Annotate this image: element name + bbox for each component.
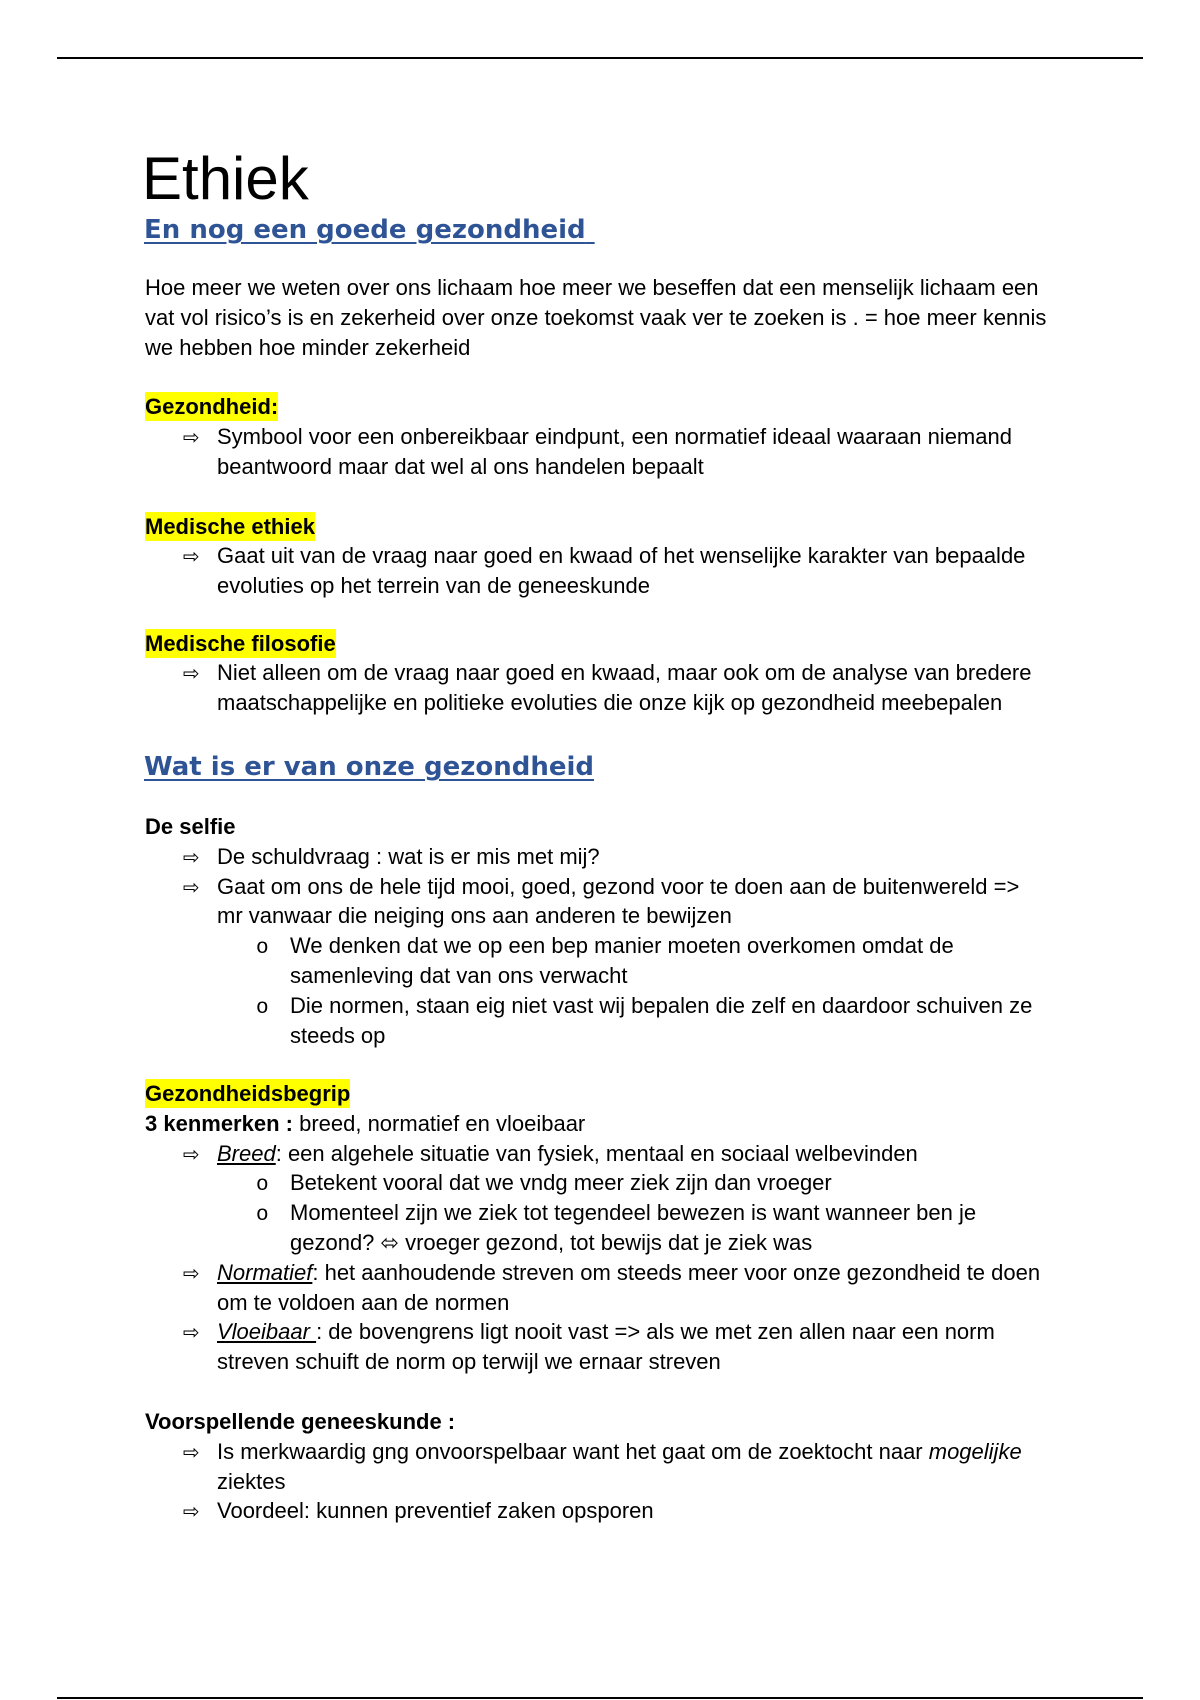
bullet-line <box>145 1021 1145 1051</box>
bullet-text: mr vanwaar die neiging ons aan anderen te bewijzen <box>217 903 732 929</box>
arrow-bullet-icon: ⇨ <box>183 874 200 899</box>
bullet-item <box>145 872 1145 932</box>
bullet-text: gezond? ⬄ vroeger gezond, tot bewijs dat je ziek was <box>290 1229 813 1255</box>
bullet-line <box>145 571 1145 601</box>
arrow-bullet-icon: ⇨ <box>183 1260 200 1285</box>
paragraph-line: vat vol risico’s is en zekerheid over onze toekomst vaak ver te zoeken is . = hoe meer kennis <box>145 304 1047 330</box>
bullet-text: ziektes <box>217 1468 286 1494</box>
bullet-line <box>145 931 1145 961</box>
term-line <box>145 392 1145 422</box>
bullet-text: samenleving dat van ons verwacht <box>290 962 628 988</box>
bullet-line <box>145 1496 1145 1526</box>
bullet-line <box>145 1198 1145 1228</box>
bullet-line <box>145 961 1145 991</box>
bullet-item <box>145 658 1145 718</box>
bullet-text: Gaat om ons de hele tijd mooi, goed, gezond voor te doen aan de buitenwereld => <box>217 873 1020 899</box>
term-block-gezondheid <box>145 392 1145 481</box>
term-line <box>145 1407 1145 1437</box>
term-line <box>145 812 1145 842</box>
bullet-text: : het aanhoudende streven om steeds meer voor onze gezondheid te doen <box>312 1259 1041 1285</box>
bullet-text: Symbool voor een onbereikbaar eindpunt, een normatief ideaal waaraan niemand <box>217 423 1012 449</box>
kenmerken-line <box>145 1109 1145 1139</box>
term-block-medische-ethiek <box>145 512 1145 601</box>
bullet-text: beantwoord maar dat wel al ons handelen bepaalt <box>217 453 704 479</box>
term-line <box>145 512 1145 542</box>
sub-bullet-marker: o <box>256 937 269 961</box>
bullet-text: steeds op <box>290 1022 386 1048</box>
bullet-item <box>145 842 1145 872</box>
intro-paragraph <box>145 273 1145 362</box>
bullet-label-breed: Breed <box>217 1140 276 1166</box>
bullet-item <box>145 1496 1145 1526</box>
bullet-item <box>145 1258 1145 1318</box>
arrow-bullet-icon: ⇨ <box>183 544 200 569</box>
arrow-bullet-icon: ⇨ <box>183 424 200 449</box>
bullet-line <box>145 1467 1145 1497</box>
bullet-text: Is merkwaardig gng onvoorspelbaar want het gaat om de zoektocht naar <box>217 1438 929 1464</box>
bullet-text: Betekent vooral dat we vndg meer ziek zijn dan vroeger <box>290 1170 832 1196</box>
term-medische-filosofie: Medische filosofie <box>145 630 336 656</box>
bullet-line <box>145 1288 1145 1318</box>
term-line <box>145 629 1145 659</box>
bullet-text: Niet alleen om de vraag naar goed en kwaad, maar ook om de analyse van bredere <box>217 660 1032 686</box>
emphasis-text: mogelijke <box>928 1438 1022 1464</box>
arrow-bullet-icon: ⇨ <box>183 1499 200 1524</box>
bullet-text: We denken dat we op een bep manier moeten overkomen omdat de <box>290 933 954 959</box>
sub-bullet-item <box>145 1168 1145 1198</box>
bullet-text: Momenteel zijn we ziek tot tegendeel bewezen is want wanneer ben je <box>290 1200 977 1226</box>
page-title: Ethiek <box>142 145 309 212</box>
term-block-selfie <box>145 812 1145 1050</box>
bullet-line <box>145 1347 1145 1377</box>
bullet-text: evoluties op het terrein van de geneeskunde <box>217 573 650 599</box>
sub-bullet-item <box>145 1198 1145 1258</box>
bullet-item <box>145 541 1145 601</box>
term-block-medische-filosofie <box>145 629 1145 718</box>
paragraph-line: we hebben hoe minder zekerheid <box>145 334 471 360</box>
arrow-bullet-icon: ⇨ <box>183 1141 200 1166</box>
sub-bullet-marker: o <box>256 996 269 1020</box>
paragraph-line: Hoe meer we weten over ons lichaam hoe meer we beseffen dat een menselijk lichaam een <box>145 275 1039 300</box>
bullet-text: De schuldvraag : wat is er mis met mij? <box>217 843 600 869</box>
bullet-line <box>145 872 1145 902</box>
header-rule <box>57 57 1143 59</box>
bullet-line <box>145 1228 1145 1258</box>
term-block-gezondheidsbegrip <box>145 1079 1145 1377</box>
bullet-item <box>145 1139 1145 1169</box>
bullet-text: Voordeel: kunnen preventief zaken opsporen <box>217 1498 654 1524</box>
bullet-label-normatief: Normatief <box>217 1259 313 1285</box>
section-heading-1: En nog een goede gezondheid <box>144 215 586 245</box>
term-line <box>145 1079 1145 1109</box>
term-block-voorspellende-geneeskunde <box>145 1407 1145 1526</box>
arrow-bullet-icon: ⇨ <box>183 1320 200 1345</box>
bullet-text: maatschappelijke en politieke evoluties die onze kijk op gezondheid meebepalen <box>217 690 1003 716</box>
bullet-line <box>145 452 1145 482</box>
arrow-bullet-icon: ⇨ <box>183 661 200 686</box>
bullet-line <box>145 1139 1145 1169</box>
term-gezondheid: Gezondheid: <box>145 394 279 419</box>
sub-bullet-item <box>145 991 1145 1051</box>
bullet-text: streven schuift de norm op terwijl we ernaar streven <box>217 1349 721 1375</box>
bullet-text: : een algehele situatie van fysiek, mentaal en sociaal welbevinden <box>275 1140 918 1166</box>
bullet-line <box>145 1317 1145 1347</box>
term-voorspellende-geneeskunde: Voorspellende geneeskunde : <box>145 1409 456 1434</box>
kenmerken-value: breed, normatief en vloeibaar <box>292 1110 586 1136</box>
sub-bullet-marker: o <box>256 1174 269 1198</box>
bullet-line <box>145 658 1145 688</box>
footer-rule <box>57 1697 1143 1699</box>
bullet-line <box>145 541 1145 571</box>
bullet-line <box>145 422 1145 452</box>
bullet-text: Gaat uit van de vraag naar goed en kwaad of het wenselijke karakter van bepaalde <box>217 543 1026 569</box>
bullet-label-vloeibaar: Vloeibaar <box>217 1319 317 1345</box>
bullet-line <box>145 1437 1145 1467</box>
bullet-item <box>145 1317 1145 1377</box>
sub-bullet-item <box>145 931 1145 991</box>
kenmerken-label: 3 kenmerken : <box>145 1110 293 1136</box>
section-heading-2: Wat is er van onze gezondheid <box>144 752 594 782</box>
term-selfie: De selfie <box>145 814 236 839</box>
arrow-bullet-icon: ⇨ <box>183 1439 200 1464</box>
sub-bullet-marker: o <box>256 1204 269 1228</box>
bullet-line <box>145 688 1145 718</box>
bullet-text: om te voldoen aan de normen <box>217 1289 510 1315</box>
bullet-line <box>145 1258 1145 1288</box>
bullet-text: : de bovengrens ligt nooit vast => als we met zen allen naar een norm <box>316 1319 995 1345</box>
term-gezondheidsbegrip: Gezondheidsbegrip <box>145 1081 351 1106</box>
bullet-line <box>145 901 1145 931</box>
term-medische-ethiek: Medische ethiek <box>145 513 315 539</box>
bullet-text: Die normen, staan eig niet vast wij bepalen die zelf en daardoor schuiven ze <box>290 992 1033 1018</box>
bullet-line <box>145 842 1145 872</box>
arrow-bullet-icon: ⇨ <box>183 844 200 869</box>
bullet-line <box>145 1168 1145 1198</box>
bullet-line <box>145 991 1145 1021</box>
bullet-item <box>145 1437 1145 1497</box>
bullet-item <box>145 422 1145 482</box>
